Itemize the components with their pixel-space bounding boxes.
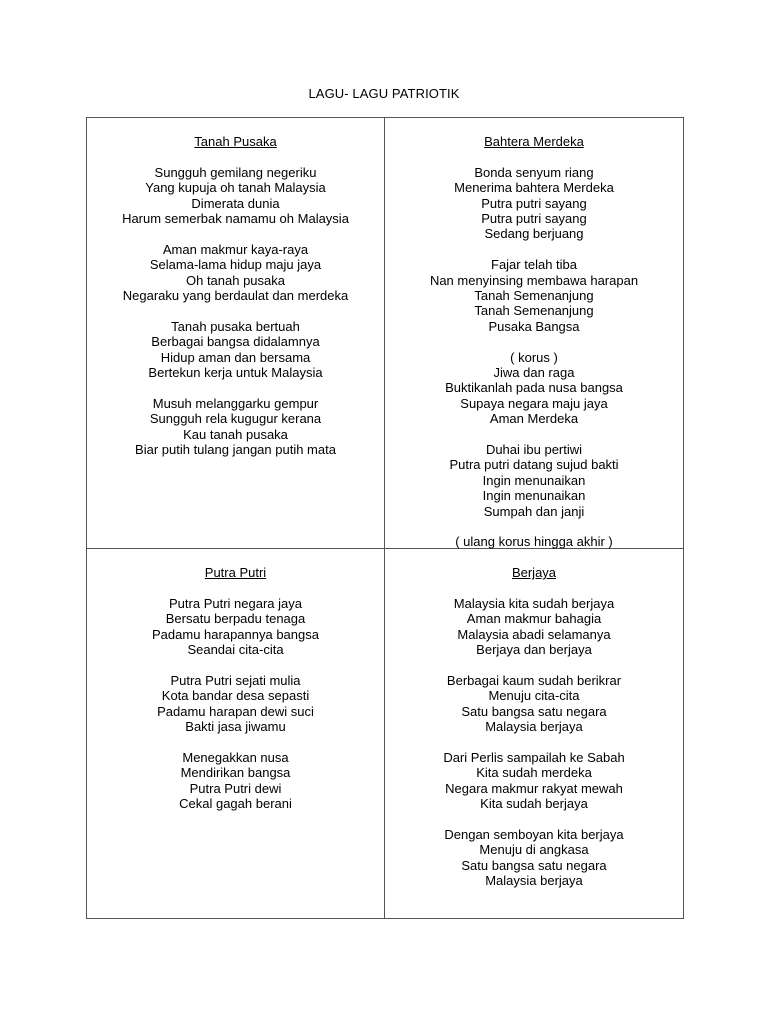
stanza xyxy=(385,827,683,889)
lyric-line: Oh tanah pusaka xyxy=(185,272,286,288)
songs-table xyxy=(86,117,684,919)
song-cell-tanah-pusaka xyxy=(87,118,385,549)
lyric-line: Musuh melanggarku gempur xyxy=(152,395,319,411)
lyric-line: Kota bandar desa sepasti xyxy=(161,688,310,704)
lyric-line: Sungguh gemilang negeriku xyxy=(154,164,317,180)
document-title: LAGU- LAGU PATRIOTIK xyxy=(308,86,460,101)
lyric-line: Dari Perlis sampailah ke Sabah xyxy=(443,749,625,765)
lyric-line: Satu bangsa satu negara xyxy=(461,857,607,873)
lyric-line: Yang kupuja oh tanah Malaysia xyxy=(145,180,326,196)
lyric-line: Kau tanah pusaka xyxy=(183,426,288,442)
lyric-line: ( korus ) xyxy=(510,349,558,365)
lyric-line: Padamu harapannya bangsa xyxy=(152,626,319,642)
song-title: Bahtera Merdeka xyxy=(484,134,584,149)
lyric-line: Seandai cita-cita xyxy=(187,642,284,658)
lyric-line: Tanah pusaka bertuah xyxy=(171,318,300,334)
lyric-line: Berbagai kaum sudah berikrar xyxy=(446,672,622,688)
lyric-line: Berjaya dan berjaya xyxy=(476,642,592,658)
lyric-line: Bonda senyum riang xyxy=(474,164,594,180)
lyric-line: Kita sudah berjaya xyxy=(480,796,588,812)
lyric-line: Sungguh rela kugugur kerana xyxy=(149,411,322,427)
lyric-line: Buktikanlah pada nusa bangsa xyxy=(445,380,623,396)
lyric-line: Hidup aman dan bersama xyxy=(160,349,311,365)
lyric-line: Menegakkan nusa xyxy=(182,749,289,765)
lyric-line: Putra putri datang sujud bakti xyxy=(449,457,619,473)
lyric-line: ( ulang korus hingga akhir ) xyxy=(455,534,613,550)
song-lyrics xyxy=(385,165,683,550)
stanza xyxy=(87,750,384,812)
lyric-line: Harum semerbak namamu oh Malaysia xyxy=(122,211,349,227)
lyric-line: Selama-lama hidup maju jaya xyxy=(149,257,322,273)
stanza xyxy=(385,596,683,658)
song-title: Berjaya xyxy=(511,565,557,580)
song-lyrics xyxy=(87,596,384,812)
lyric-line: Ingin menunaikan xyxy=(482,472,586,488)
lyric-line: Pusaka Bangsa xyxy=(488,318,580,334)
lyric-line: Sumpah dan janji xyxy=(483,503,585,519)
song-cell-putra-putri xyxy=(87,549,385,918)
lyric-line: Nan menyinsing membawa harapan xyxy=(429,272,639,288)
lyric-line: Cekal gagah berani xyxy=(179,796,292,812)
stanza xyxy=(385,442,683,519)
stanza xyxy=(385,165,683,242)
stanza xyxy=(87,596,384,658)
song-title: Tanah Pusaka xyxy=(194,134,277,149)
lyric-line: Negaraku yang berdaulat dan merdeka xyxy=(122,288,349,304)
lyric-line: Padamu harapan dewi suci xyxy=(157,703,314,719)
lyric-line: Tanah Semenanjung xyxy=(474,303,594,319)
lyric-line: Negara makmur rakyat mewah xyxy=(445,780,623,796)
lyric-line: Putra putri sayang xyxy=(481,211,587,227)
lyric-line: Aman makmur kaya-raya xyxy=(162,241,309,257)
lyric-line: Malaysia berjaya xyxy=(485,719,583,735)
stanza xyxy=(87,165,384,227)
lyric-line: Berbagai bangsa didalamnya xyxy=(151,334,320,350)
stanza xyxy=(385,673,683,735)
lyric-line: Mendirikan bangsa xyxy=(180,765,291,781)
song-lyrics xyxy=(87,165,384,458)
song-title: Putra Putri xyxy=(204,565,267,580)
lyric-line: Supaya negara maju jaya xyxy=(460,395,608,411)
lyric-line: Putra Putri negara jaya xyxy=(169,595,302,611)
lyric-line: Kita sudah merdeka xyxy=(476,765,592,781)
lyric-line: Jiwa dan raga xyxy=(493,365,575,381)
song-lyrics xyxy=(385,596,683,889)
lyric-line: Menuju cita-cita xyxy=(488,688,580,704)
lyric-line: Sedang berjuang xyxy=(484,226,584,242)
lyric-line: Putra Putri dewi xyxy=(189,780,282,796)
lyric-line: Aman makmur bahagia xyxy=(466,611,602,627)
song-cell-bahtera-merdeka xyxy=(385,118,683,549)
stanza xyxy=(385,534,683,549)
lyric-line: Duhai ibu pertiwi xyxy=(485,442,583,458)
lyric-line: Putra Putri sejati mulia xyxy=(170,672,301,688)
lyric-line: Satu bangsa satu negara xyxy=(461,703,607,719)
stanza xyxy=(87,673,384,735)
lyric-line: Menuju di angkasa xyxy=(479,842,589,858)
lyric-line: Fajar telah tiba xyxy=(491,257,577,273)
lyric-line: Tanah Semenanjung xyxy=(474,288,594,304)
lyric-line: Dimerata dunia xyxy=(191,195,280,211)
lyric-line: Malaysia berjaya xyxy=(485,873,583,889)
lyric-line: Biar putih tulang jangan putih mata xyxy=(135,442,336,458)
song-cell-berjaya xyxy=(385,549,683,918)
lyric-line: Putra putri sayang xyxy=(481,195,587,211)
stanza xyxy=(385,750,683,812)
lyric-line: Bakti jasa jiwamu xyxy=(185,719,286,735)
lyric-line: Bersatu berpadu tenaga xyxy=(165,611,306,627)
lyric-line: Aman Merdeka xyxy=(489,411,579,427)
lyric-line: Ingin menunaikan xyxy=(482,488,586,504)
lyric-line: Malaysia kita sudah berjaya xyxy=(453,595,615,611)
stanza xyxy=(87,319,384,381)
stanza xyxy=(87,242,384,304)
lyric-line: Malaysia abadi selamanya xyxy=(457,626,611,642)
stanza xyxy=(385,350,683,427)
stanza xyxy=(87,396,384,458)
lyric-line: Menerima bahtera Merdeka xyxy=(454,180,614,196)
lyric-line: Dengan semboyan kita berjaya xyxy=(444,826,624,842)
stanza xyxy=(385,257,683,334)
lyric-line: Bertekun kerja untuk Malaysia xyxy=(148,365,323,381)
